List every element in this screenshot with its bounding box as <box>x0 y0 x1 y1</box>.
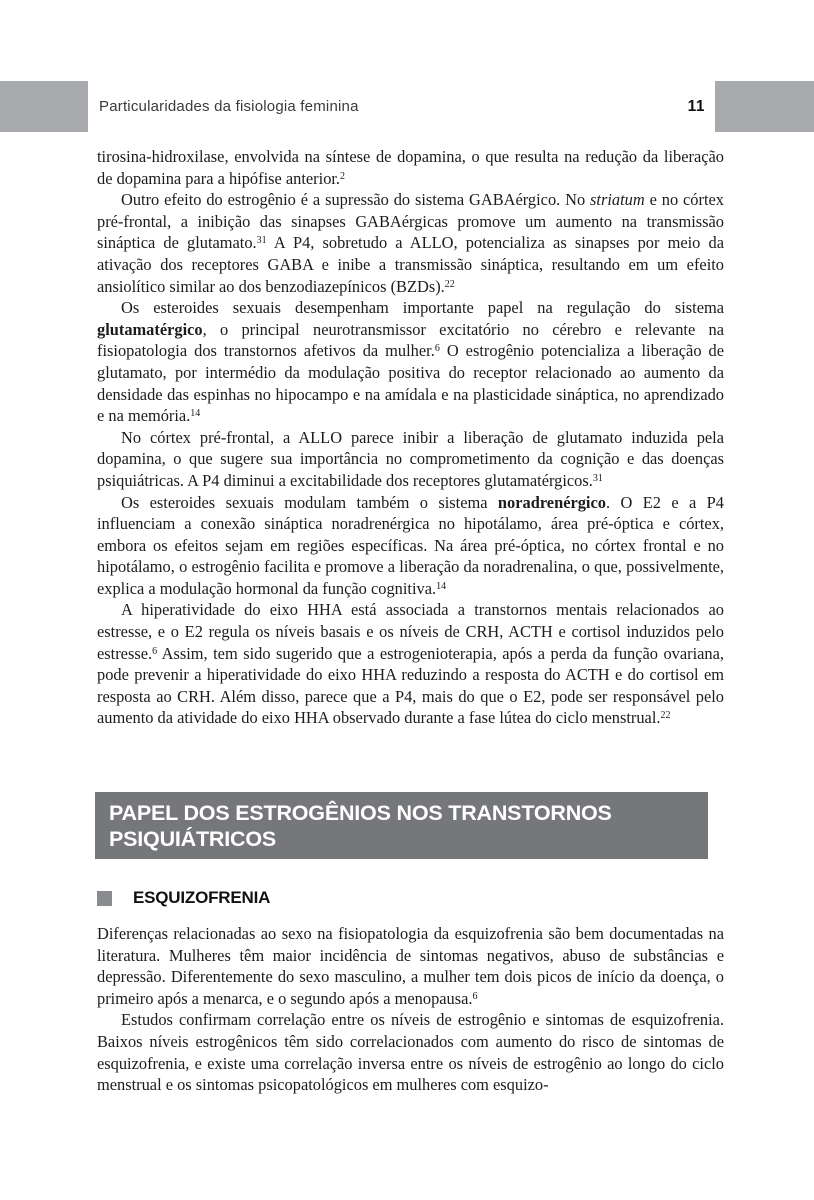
paragraph <box>97 297 724 427</box>
reference-superscript: 14 <box>190 408 201 420</box>
paragraph <box>97 146 724 189</box>
subsection-heading-row <box>97 888 270 908</box>
paragraph <box>97 923 724 1009</box>
paragraph <box>97 1009 724 1095</box>
reference-superscript: 31 <box>256 235 267 247</box>
text-run: noradrenérgico <box>497 492 606 512</box>
text-run: , o principal neurotransmissor excitatório no cérebro e relevante na fisiopatologia dos transtornos afetivos da mulher. <box>97 319 724 361</box>
page-number: 11 <box>687 97 705 115</box>
text-run: glutamatérgico <box>97 319 203 339</box>
section-heading: PAPEL DOS ESTROGÊNIOS NOS TRANSTORNOS PSIQUIÁTRICOS <box>109 801 612 851</box>
reference-superscript: 6 <box>152 645 158 657</box>
paragraph <box>97 189 724 297</box>
paragraph <box>97 492 724 600</box>
section-heading-box <box>95 792 708 859</box>
reference-superscript: 6 <box>434 343 440 355</box>
text-run: Diferenças relacionadas ao sexo na fisiopatologia da esquizofrenia são bem documentadas na literatura. Mulheres têm maior incidência de sintomas negativos, abuso de substâncias e depressão. Diferentemente do sexo masculino, a mulher tem dois picos de início da doença, o primeiro após a menarca, e o segundo após a menopausa. <box>97 924 724 1008</box>
paragraph <box>97 427 724 492</box>
text-run: tirosina-hidroxilase, envolvida na síntese de dopamina, o que resulta na redução da liberação de dopamina para a hipófise anterior. <box>97 147 724 188</box>
text-run: Os esteroides sexuais modulam também o sistema <box>121 492 498 512</box>
reference-superscript: 6 <box>472 990 478 1002</box>
header-rule-left <box>0 81 88 132</box>
header-rule-right <box>715 81 814 132</box>
paragraph <box>97 599 724 729</box>
text-run: Assim, tem sido sugerido que a estrogenioterapia, após a perda da função ovariana, pode prevenir a hiperatividade do eixo HHA reduzindo a resposta do ACTH e do cortisol em resposta ao CRH. Além disso, parece que a P4, mais do que o E2, pode ser responsável pelo aumento da atividade do eixo HHA observado durante a fase lútea do ciclo menstrual. <box>97 643 724 728</box>
subsection-text-column <box>97 923 724 1096</box>
reference-superscript: 22 <box>444 278 455 290</box>
text-run: Estudos confirmam correlação entre os níveis de estrogênio e sintomas de esquizofrenia. Baixos níveis estrogênicos têm sido correlacionados com aumento do risco de sintomas de esquizofrenia, e existe uma correlação inversa entre os níveis de estrogênio ao longo do ciclo menstrual e os sintomas psicopatológicos em mulheres com esquizo- <box>97 1010 724 1095</box>
reference-superscript: 22 <box>660 710 671 722</box>
reference-superscript: 2 <box>340 170 346 182</box>
subsection-heading: ESQUIZOFRENIA <box>133 888 271 907</box>
main-text-column <box>97 146 724 729</box>
text-run: striatum <box>590 190 645 210</box>
text-run: No córtex pré-frontal, a ALLO parece inibir a liberação de glutamato induzida pela dopamina, o que sugere sua importância no comprometimento da cognição e das doenças psiquiátricas. A P4 diminui a excitabilidade dos receptores glutamatérgicos. <box>97 427 724 490</box>
text-run: A hiperatividade do eixo HHA está associada a transtornos mentais relacionados ao estresse, e o E2 regula os níveis basais e os níveis de CRH, ACTH e cortisol induzidos pelo estresse. <box>97 600 724 663</box>
reference-superscript: 14 <box>436 580 447 592</box>
text-run: A P4, sobretudo a ALLO, potencializa as sinapses por meio da ativação dos receptores GABA e inibe a transmissão sináptica, resultando em um efeito ansiolítico similar ao dos benzodiazepínicos (BZDs). <box>97 233 724 296</box>
text-run: O estrogênio potencializa a liberação de glutamato, por intermédio da modulação positiva do receptor relacionado ao aumento da densidade das espinhas no hipocampo e na amídala e na plasticidade sináptica, no aprendizado e na memória. <box>97 341 725 426</box>
reference-superscript: 31 <box>592 472 603 484</box>
text-run: e no córtex pré-frontal, a inibição das sinapses GABAérgicas promove um aumento na transmissão sináptica de glutamato. <box>97 190 724 253</box>
running-header-title: Particularidades da fisiologia feminina <box>99 98 359 115</box>
text-run: Os esteroides sexuais desempenham importante papel na regulação do sistema <box>121 298 724 318</box>
square-bullet-icon <box>97 891 112 906</box>
text-run: . O E2 e a P4 influenciam a conexão sináptica noradrenérgica no hipotálamo, área pré-óptica e córtex, embora os efeitos sejam em regiões específicas. Na área pré-óptica, no córtex frontal e no hipotálamo, o estrogênio facilita e promove a liberação da noradrenalina, o que, possivelmente, explica a modulação hormonal da função cognitiva. <box>97 492 724 598</box>
text-run: Outro efeito do estrogênio é a supressão do sistema GABAérgico. No <box>121 190 591 210</box>
